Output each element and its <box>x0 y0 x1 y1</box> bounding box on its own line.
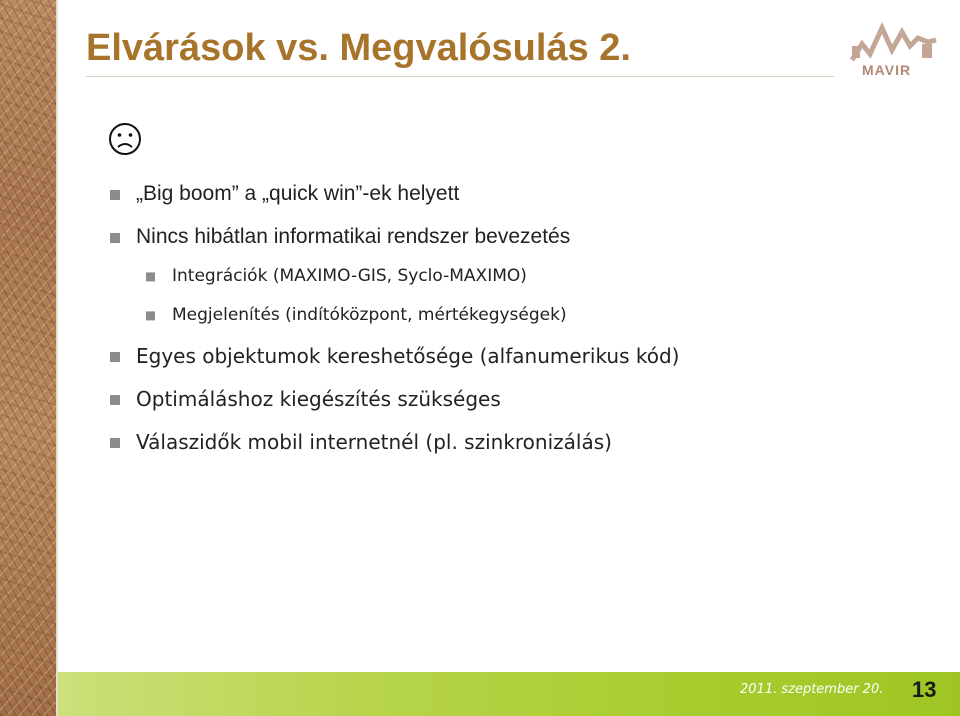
sub-bullet-item <box>146 265 527 287</box>
square-bullet-icon <box>110 233 120 243</box>
square-bullet-icon <box>146 272 155 281</box>
bullet-text: Nincs hibátlan informatikai rendszer bevezetés <box>136 225 571 248</box>
footer-date: 2011. szeptember 20. <box>740 682 884 697</box>
square-bullet-icon <box>146 311 155 320</box>
decorative-texture-strip <box>0 0 56 716</box>
logo-text: MAVIR <box>862 62 912 78</box>
title-underline <box>86 76 834 77</box>
bullet-item <box>110 429 612 455</box>
square-bullet-icon <box>110 190 120 200</box>
bullet-text: Optimáláshoz kiegészítés szükséges <box>136 387 501 411</box>
bullet-text: „Big boom” a „quick win”-ek helyett <box>136 182 460 205</box>
square-bullet-icon <box>110 438 120 448</box>
bullet-text: Egyes objektumok kereshetősége (alfanumerikus kód) <box>136 344 680 368</box>
sub-bullet-item <box>146 304 567 326</box>
bullet-item <box>110 386 501 412</box>
square-bullet-icon <box>110 352 120 362</box>
mavir-logo-icon <box>848 20 938 64</box>
slide-title: Elvárások vs. Megvalósulás 2. <box>86 27 631 69</box>
bullet-item <box>110 224 571 250</box>
strip-divider <box>56 0 58 716</box>
bullet-item <box>110 181 460 207</box>
bullet-item <box>110 343 680 369</box>
sub-bullet-text: Megjelenítés (indítóközpont, mértékegységek) <box>172 305 567 325</box>
company-logo <box>848 20 938 82</box>
frowning-face-icon <box>108 122 142 156</box>
bullet-text: Válaszidők mobil internetnél (pl. szinkronizálás) <box>136 430 612 454</box>
sub-bullet-text: Integrációk (MAXIMO-GIS, Syclo-MAXIMO) <box>172 266 527 286</box>
page-number: 13 <box>912 677 937 702</box>
square-bullet-icon <box>110 395 120 405</box>
